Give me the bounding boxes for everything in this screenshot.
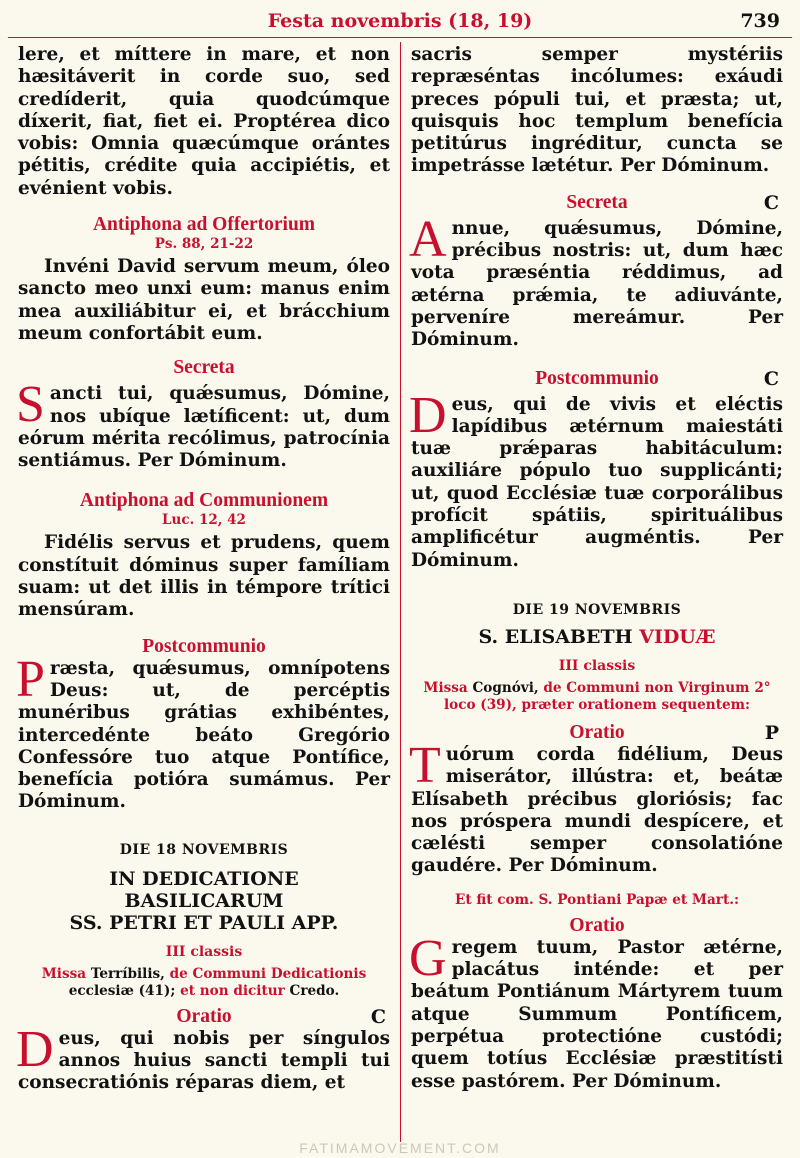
secreta-text: ancti tui, quǽsumus, Dómine, nos ubíque lætíficent: ut, dum eórum mérita recólimus, patrocínia sentiámus. Per Dóminum.	[18, 383, 390, 472]
rubric-text: Missa	[41, 965, 87, 982]
oratio-heading-row	[411, 722, 783, 744]
oratio-prayer	[409, 736, 783, 878]
rubric-text: Cognóvi,	[472, 679, 539, 696]
communion-text: Fidélis servus et prudens, quem constítuit dóminus super famíliam suam: ut det illis in témpore trítici mensúram.	[18, 532, 390, 621]
oratio-heading: Oratio	[176, 1005, 232, 1027]
classis-label: III classis	[558, 657, 636, 674]
offertory-heading: Antiphona ad Offertorium	[92, 214, 316, 236]
rubric-text: Credo.	[289, 982, 340, 999]
oratio-heading-row	[18, 1006, 390, 1028]
postcommunio-text: ræsta, quǽsumus, omnípotens Deus: ut, de percéptis munéribus grátias exhibéntes, intercedénte beáto Gregório Confessóre tuo atque Pontífice, benefícia potióra sumámus. Per Dóminum.	[18, 657, 390, 813]
column-divider	[400, 42, 401, 1142]
rubric-text: et non dicitur	[180, 982, 285, 999]
secreta-text: nnue, quǽsumus, Dómine, précibus nostris: ut, dum hæc vota præséntia réddimus, ad ætérna prǽmia, te adiuvánte, perveníre mereámur. Per Dóminum.	[411, 217, 783, 351]
oratio-prayer	[16, 1020, 390, 1095]
rubric-text: Missa	[423, 679, 468, 696]
text-letter: C	[763, 191, 779, 214]
right-column	[411, 44, 783, 1093]
drop-cap: A	[409, 210, 447, 268]
watermark: FATIMAMOVEMENT.COM	[299, 1140, 501, 1156]
oratio-text: uórum corda fidélium, Deus miserátor, illústra: et, beátæ Elísabeth précibus gloriósis; fac nos próspera mundi despícere, et cælésti semper consolatióne gaudére. Per Dóminum.	[411, 743, 783, 877]
rubric-text: (41);	[138, 982, 176, 999]
postcommunio-prayer	[409, 386, 783, 572]
text-letter: P	[764, 721, 779, 744]
communion-reference: Luc. 12, 42	[162, 512, 246, 529]
running-title: Festa novembris (18, 19)	[267, 10, 533, 32]
feast-line: SS. PETRI ET PAULI APP.	[69, 911, 339, 934]
left-column	[18, 44, 390, 1095]
classis-label: III classis	[165, 943, 243, 960]
collect-continuation: sacris semper mystériis repræséntas incólumes: exáudi preces pópuli tui, et præsta; ut, quisquis hoc templum benefícia petitúrus ingréditur, cuncta se impetrásse lætétur. Per Dóminum.	[411, 44, 783, 177]
header-rule	[8, 37, 792, 38]
missa-rubric	[411, 680, 783, 714]
postcommunio-heading-row	[411, 368, 783, 390]
drop-cap: T	[409, 736, 441, 794]
feast-title	[18, 868, 390, 934]
secreta-heading-row	[411, 192, 783, 214]
oratio-text: regem tuum, Pastor ætérne, placátus inténde: et per beátum Pontiánum Mártyrem tuum atque Summum Pontíficem, perpétua protectióne custódi; quem totíus Ecclésiæ præstitísti esse pastórem. Per Dóminum.	[411, 936, 783, 1092]
feast-title	[411, 626, 783, 648]
drop-cap: P	[16, 650, 45, 708]
rubric-text: 2° loco (39),	[443, 679, 771, 713]
postcommunio-heading: Postcommunio	[142, 635, 266, 657]
secreta-heading: Secreta	[566, 191, 628, 213]
rubric-text: de Communi non Virginum	[543, 679, 750, 696]
text-letter: C	[763, 367, 779, 390]
page-number: 739	[740, 10, 780, 32]
offertory-reference: Ps. 88, 21-22	[154, 236, 254, 253]
secreta-heading: Secreta	[173, 357, 235, 379]
rubric-text: præter orationem sequentem:	[521, 696, 751, 713]
drop-cap: D	[409, 386, 447, 444]
postcommunio-prayer	[16, 650, 390, 814]
secreta-prayer	[409, 210, 783, 352]
communion-heading: Antiphona ad Communionem	[79, 490, 329, 512]
secreta-prayer	[16, 376, 390, 472]
page-header	[0, 0, 800, 40]
rubric-text: de Communi Dedicationis	[169, 965, 367, 982]
drop-cap: D	[16, 1020, 54, 1078]
feast-name: S. ELISABETH	[478, 625, 633, 648]
oratio-text: eus, qui nobis per síngulos annos huius sancti templi tui consecratiónis réparas diem, et	[18, 1027, 390, 1094]
day-label: DIE 18 NOVEMBRIS	[119, 841, 289, 858]
day-label: DIE 19 NOVEMBRIS	[512, 601, 682, 618]
commemoration-rubric	[411, 892, 783, 909]
postcommunio-heading: Postcommunio	[535, 367, 659, 389]
rubric-text: Terríbilis,	[90, 965, 165, 982]
text-letter: C	[370, 1005, 386, 1028]
rubric-text: Et fit com. S. Pontiani Papæ et Mart.:	[455, 891, 739, 908]
gospel-continuation: lere, et míttere in mare, et non hæsitáverit in corde suo, sed credíderit, quia quodcúmque díxerit, fiat, fiet ei. Proptérea dico vobis: Omnia quæcúmque orántes pétitis, crédite quia accipiétis, et evénient vobis.	[18, 44, 390, 199]
rubric-text: ecclesiæ	[68, 982, 134, 999]
postcommunio-text: eus, qui de vivis et eléctis lapídibus ætérnum maiestáti tuæ prǽparas habitáculum: auxiliáre pópulo tuo supplicánti; ut, quod Ecclésiæ tuæ corporálibus profícit spátiis, spirituálibus amplificétur augméntis. Per Dóminum.	[411, 393, 783, 571]
offertory-text: Invéni David servum meum, óleo sancto meo unxi eum: manus enim mea auxiliábitur ei, et brácchium meum confortábit eum.	[18, 256, 390, 344]
drop-cap: G	[409, 929, 447, 987]
oratio-heading: Oratio	[569, 721, 625, 743]
drop-cap: S	[16, 376, 45, 434]
feast-line: IN DEDICATIONE	[109, 867, 299, 890]
oratio-heading: Oratio	[569, 914, 625, 936]
oratio-prayer	[409, 929, 783, 1093]
feast-rank: VIDUÆ	[639, 625, 716, 648]
missa-rubric	[18, 966, 390, 1000]
feast-line: BASILICARUM	[124, 889, 284, 912]
